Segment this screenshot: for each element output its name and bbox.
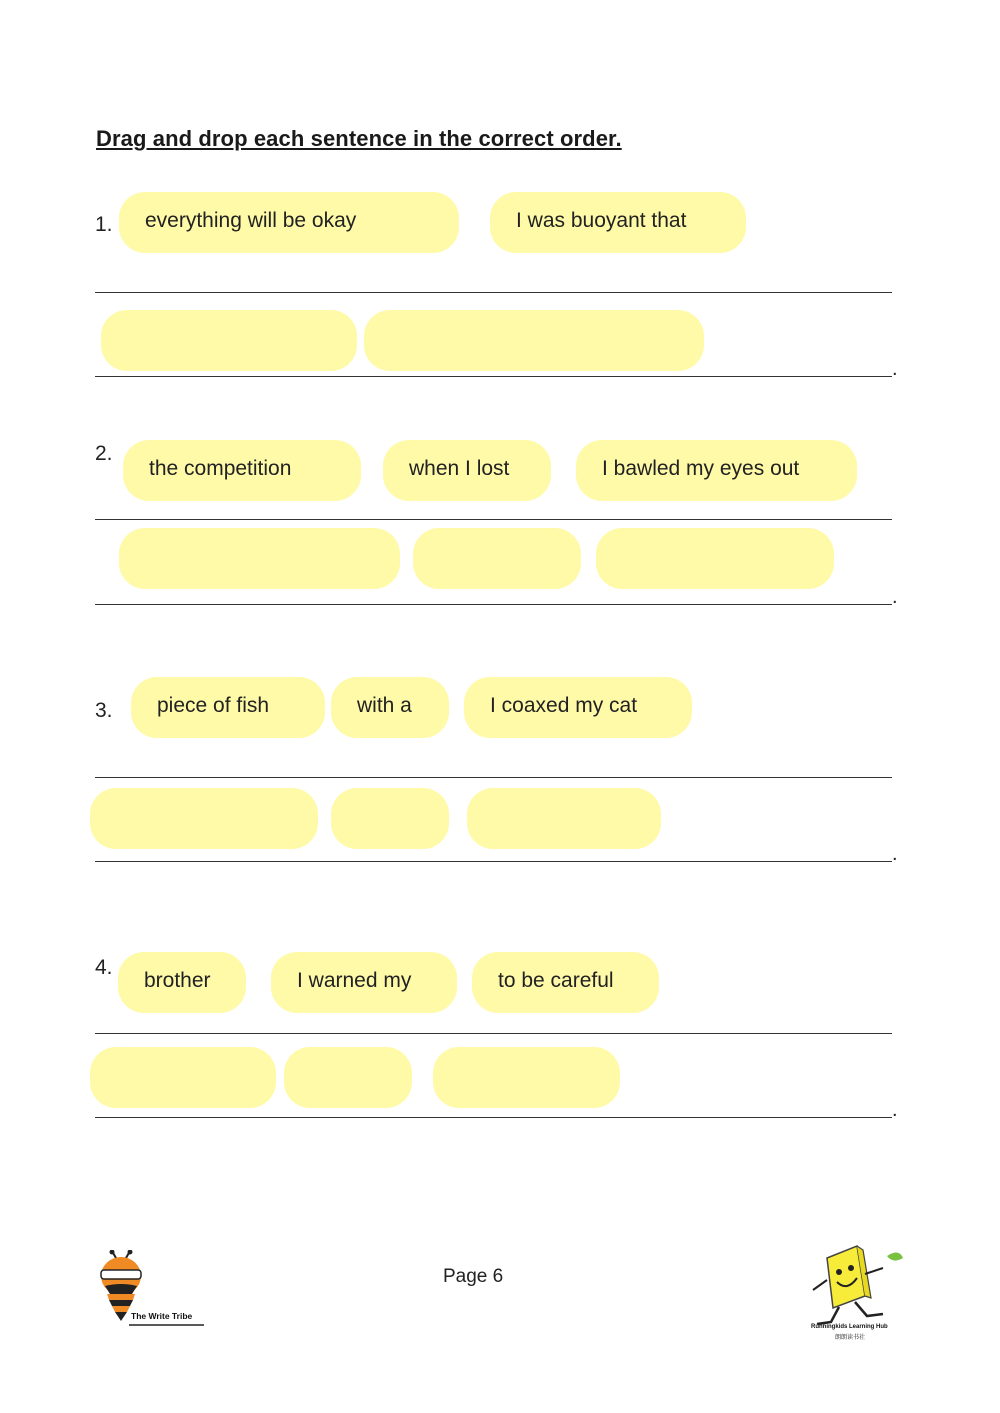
q4-chip-3[interactable]: to be careful — [472, 952, 659, 1013]
q2-chip-1[interactable]: the competition — [123, 440, 361, 501]
q1-answer-line-2 — [95, 376, 892, 377]
write-tribe-logo — [96, 1250, 211, 1330]
q1-chip-2[interactable]: I was buoyant that — [490, 192, 746, 253]
question-1-number: 1. — [95, 213, 113, 236]
q1-chip-1[interactable]: everything will be okay — [119, 192, 459, 253]
q3-answer-line-1 — [95, 777, 892, 778]
q2-chip-2[interactable]: when I lost — [383, 440, 551, 501]
q2-answer-line-2 — [95, 604, 892, 605]
q3-chip-2[interactable]: with a — [331, 677, 449, 738]
q3-drop-slot-3[interactable] — [467, 788, 661, 849]
question-2-number: 2. — [95, 442, 113, 465]
q1-drop-slot-2[interactable] — [364, 310, 704, 371]
q2-drop-slot-3[interactable] — [596, 528, 834, 589]
q3-chip-1[interactable]: piece of fish — [131, 677, 325, 738]
runningkids-logo-text: Runningkids Learning Hub — [811, 1324, 888, 1330]
q2-chip-3[interactable]: I bawled my eyes out — [576, 440, 857, 501]
q3-drop-slot-1[interactable] — [90, 788, 318, 849]
q3-drop-slot-2[interactable] — [331, 788, 449, 849]
q4-answer-line-1 — [95, 1033, 892, 1034]
runningkids-logo — [805, 1244, 910, 1344]
q3-chip-3[interactable]: I coaxed my cat — [464, 677, 692, 738]
q3-answer-line-2 — [95, 861, 892, 862]
q2-period: . — [892, 586, 898, 608]
q2-drop-slot-1[interactable] — [119, 528, 400, 589]
page-number: Page 6 — [443, 1266, 504, 1287]
q1-drop-slot-1[interactable] — [101, 310, 357, 371]
q4-answer-line-2 — [95, 1117, 892, 1118]
question-4-number: 4. — [95, 956, 113, 979]
question-3-number: 3. — [95, 699, 113, 722]
q4-drop-slot-2[interactable] — [284, 1047, 412, 1108]
q4-chip-1[interactable]: brother — [118, 952, 246, 1013]
runningkids-logo-subtext: 朗朗读书社 — [835, 1335, 866, 1341]
q1-answer-line-1 — [95, 292, 892, 293]
q4-drop-slot-3[interactable] — [433, 1047, 620, 1108]
q2-answer-line-1 — [95, 519, 892, 520]
q1-period: . — [892, 358, 898, 380]
q4-period: . — [892, 1099, 898, 1121]
q4-chip-2[interactable]: I warned my — [271, 952, 457, 1013]
q3-period: . — [892, 843, 898, 865]
write-tribe-logo-text: The Write Tribe — [131, 1311, 193, 1321]
q2-drop-slot-2[interactable] — [413, 528, 581, 589]
q4-drop-slot-1[interactable] — [90, 1047, 276, 1108]
instructions-heading: Drag and drop each sentence in the correct order. — [96, 126, 622, 151]
